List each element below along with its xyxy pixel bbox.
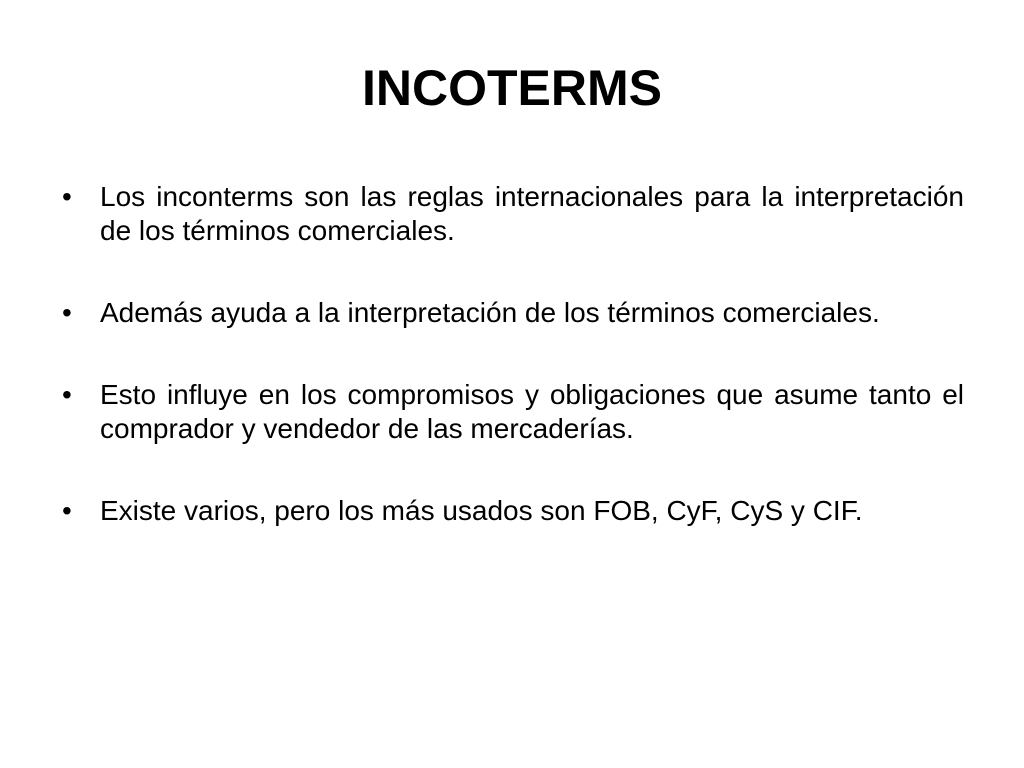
bullet-item	[60, 180, 964, 248]
bullet-text: Los inconterms son las reglas internacionales para la interpretación de los términos comerciales.	[100, 181, 964, 246]
bullet-dot-icon: •	[62, 495, 72, 526]
bullet-item	[60, 494, 964, 528]
bullet-dot-icon: •	[62, 297, 72, 328]
bullet-item	[60, 378, 964, 446]
bullet-text: Existe varios, pero los más usados son FOB, CyF, CyS y CIF.	[100, 495, 863, 526]
slide-title: INCOTERMS	[362, 60, 662, 116]
bullet-item	[60, 296, 964, 330]
bullet-list	[60, 180, 964, 528]
bullet-dot-icon: •	[62, 181, 72, 212]
bullet-text: Además ayuda a la interpretación de los términos comerciales.	[100, 297, 880, 328]
bullet-text: Esto influye en los compromisos y obligaciones que asume tanto el comprador y vendedor de las mercaderías.	[100, 379, 964, 444]
bullet-dot-icon: •	[62, 379, 72, 410]
